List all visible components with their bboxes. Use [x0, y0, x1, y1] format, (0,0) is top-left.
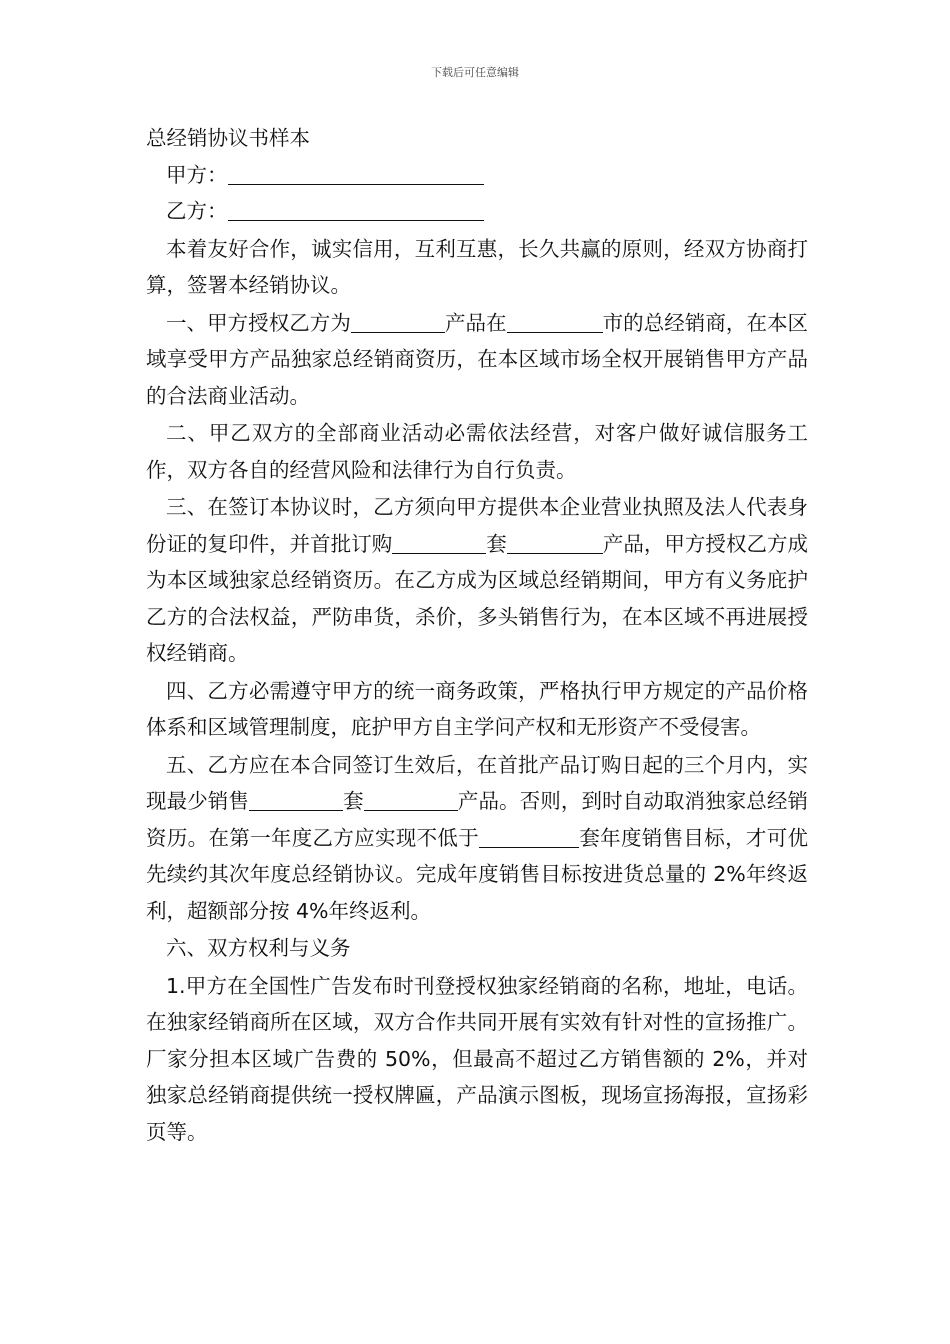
- clause-5-text-d: 套年度销售目标，才可优先续约其次年度总经销协议。完成年度销售目标按进货总量的 2%年终返利，超额部分按 4%年终返利。: [146, 825, 809, 923]
- clause-1-text-c: 市的总经销商，在本区域享受甲方产品独家总经销商资历，在本区域市场全权开展销售甲方产品的合法商业活动。: [146, 310, 809, 408]
- document-body: [146, 120, 808, 1150]
- clause-5-blank-sets: [249, 786, 343, 811]
- clause-3-blank-product: [507, 529, 603, 554]
- clause-5-text-a: 五、乙方应在本合同签订生效后，在首批产品订购日起的三个月内，实现最少销售: [146, 752, 808, 813]
- party-b-label: 乙方：: [166, 199, 228, 223]
- document-title: 总经销协议书样本: [146, 126, 310, 150]
- party-a-blank: [228, 160, 484, 185]
- clause-6-heading: 六、双方权利与义务: [166, 936, 351, 960]
- intro-paragraph: 本着友好合作，诚实信用，互利互惠，长久共赢的原则，经双方协商打算，签署本经销协议。: [146, 236, 808, 297]
- clause-3-text-b: 套: [486, 531, 507, 556]
- party-a-line: [146, 157, 808, 194]
- clause-1: [146, 305, 808, 415]
- party-b-blank: [228, 196, 484, 221]
- clause-3-text-a: 三、在签订本协议时，乙方须向甲方提供本企业营业执照及法人代表身份证的复印件，并首批订购: [146, 495, 808, 556]
- clause-3-blank-sets: [392, 529, 486, 554]
- party-a-label: 甲方：: [166, 162, 228, 187]
- clause-5: [146, 747, 808, 930]
- clause-1-blank-city: [507, 308, 603, 333]
- clause-3: [146, 489, 808, 672]
- clause-4: 四、乙方必需遵守甲方的统一商务政策，严格执行甲方规定的产品价格体系和区域管理制度，庇护甲方自主学问产权和无形资产不受侵害。: [146, 678, 808, 739]
- clause-5-blank-product: [364, 786, 458, 811]
- page-header-note: 下载后可任意编辑: [431, 66, 519, 79]
- clause-2: 二、甲乙双方的全部商业活动必需依法经营，对客户做好诚信服务工作，双方各自的经营风险和法律行为自行负责。: [146, 421, 808, 482]
- clause-5-text-c: 产品。否则，到时自动取消独家总经销资历。在第一年度乙方应实现不低于: [146, 789, 809, 850]
- clause-1-blank-product: [351, 308, 445, 333]
- clause-1-text-a: 一、甲方授权乙方为: [166, 310, 351, 335]
- party-b-line: [146, 193, 808, 230]
- clause-6-item-1: 1.甲方在全国性广告发布时刊登授权独家经销商的名称，地址，电话。在独家经销商所在区域，双方合作共同开展有实效有针对性的宣扬推广。厂家分担本区域广告费的 50%，但最高不超过乙方销售额的 2%，并对独家总经销商提供统一授权牌匾，产品演示图板，现场宣扬海报，宣扬彩页等。: [146, 973, 808, 1144]
- clause-3-text-c: 产品，甲方授权乙方成为本区域独家总经销资历。在乙方成为区域总经销期间，甲方有义务庇护乙方的合法权益，严防串货，杀价，多头销售行为，在本区域不再进展授权经销商。: [146, 531, 809, 665]
- clause-5-blank-annual: [479, 823, 579, 848]
- clause-5-text-b: 套: [343, 789, 364, 813]
- clause-1-text-b: 产品在: [444, 310, 507, 335]
